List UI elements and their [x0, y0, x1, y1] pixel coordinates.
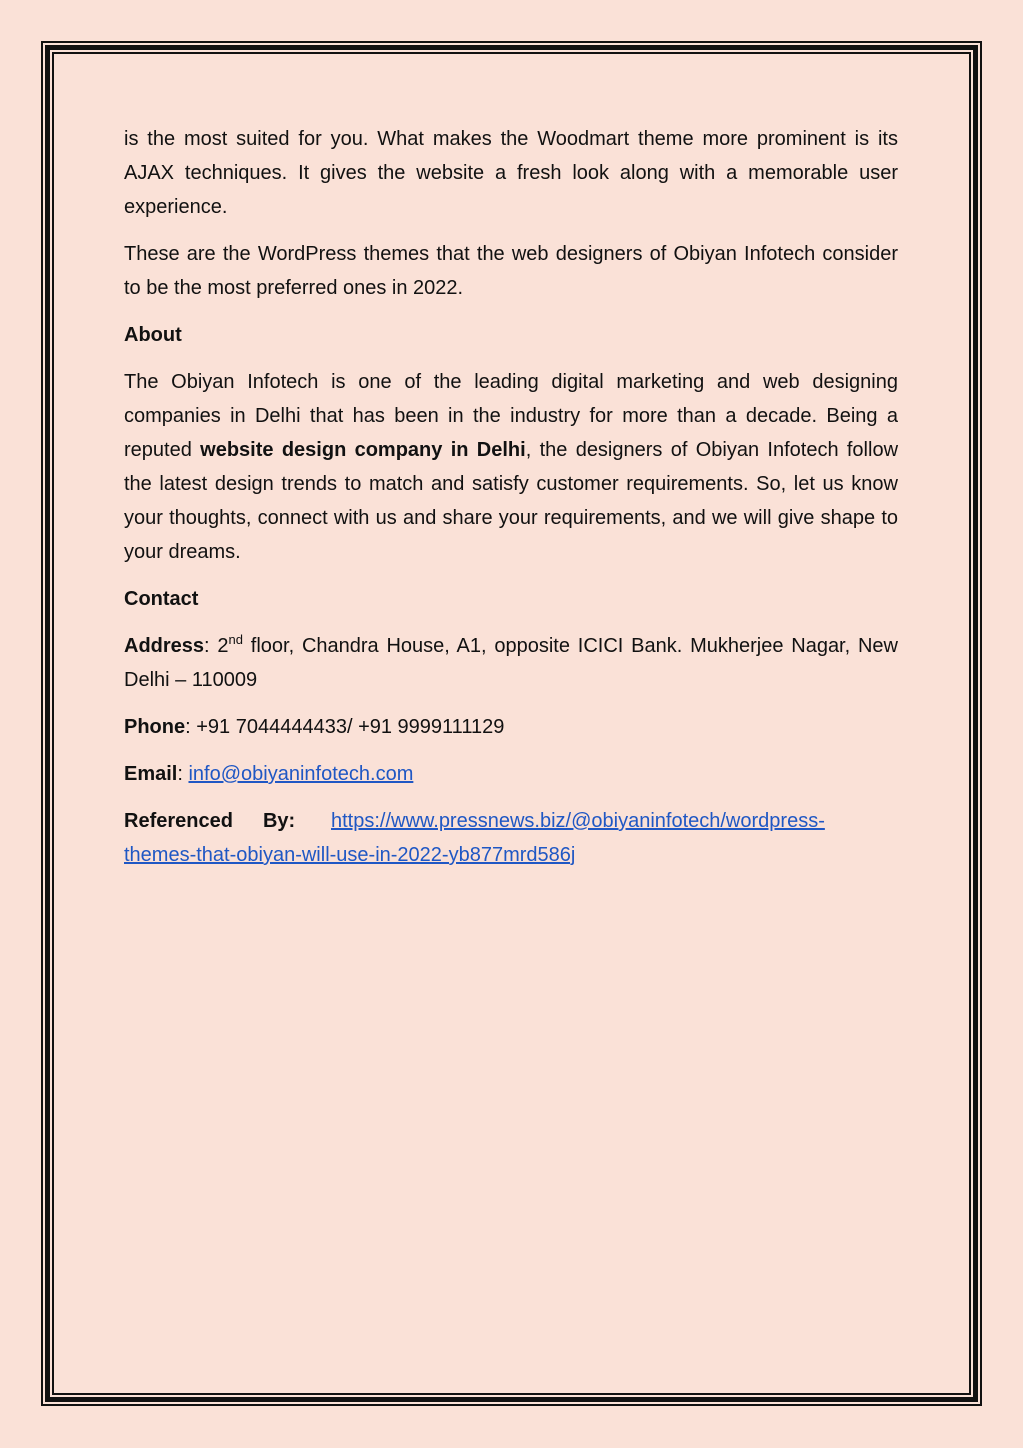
address-sep: : — [204, 635, 218, 657]
about-text-end: , the designers of Obiyan Infotech follow the latest design trends to match and satisfy customer requirements. So, let us know your thoughts, connect with us and share your requirements, and we will give shape to your dreams. — [124, 439, 899, 563]
email-label: Email — [124, 763, 178, 785]
address-label: Address — [124, 635, 205, 657]
email-line — [124, 757, 898, 791]
address-value: floor, Chandra House, A1, opposite ICICI Bank. Mukherjee Nagar, New Delhi – 110009 — [124, 635, 898, 691]
referenced-by-label — [124, 804, 331, 838]
email-sep: : — [177, 763, 189, 785]
intro-paragraph: is the most suited for you. What makes the Woodmart theme more prominent is its AJAX techniques. It gives the website a fresh look along with a memorable user experience. — [124, 128, 898, 218]
phone-label: Phone — [124, 716, 186, 738]
about-heading: About — [124, 324, 182, 346]
document-body — [124, 122, 898, 885]
referenced-label-word2: By: — [262, 810, 296, 832]
about-bold-keyword: website design company in Delhi — [200, 439, 526, 461]
themes-summary-paragraph: These are the WordPress themes that the web designers of Obiyan Infotech consider to be the most preferred ones in 2022. — [124, 243, 898, 299]
address-floor-suffix: nd — [228, 632, 243, 647]
referenced-link-part1: https://www.pressnews.biz/@obiyaninfotech/wordpress- — [331, 810, 825, 832]
about-paragraph — [124, 365, 898, 569]
referenced-link-part2: themes-that-obiyan-will-use-in-2022-yb877mrd586j — [124, 844, 576, 866]
about-text-start: The Obiyan Infotech is one of the leading digital marketing and web designing companies in Delhi that has been in the industry for more than a decade. Being a reputed — [124, 371, 898, 461]
address-floor-number: 2 — [217, 635, 229, 657]
referenced-label-word1: Referenced — [124, 810, 233, 832]
phone-line — [124, 710, 898, 744]
contact-heading: Contact — [124, 588, 199, 610]
address-line — [124, 629, 898, 697]
phone-value: : +91 7044444433/ +91 9999111129 — [185, 716, 505, 738]
email-link[interactable]: info@obiyaninfotech.com — [188, 763, 414, 785]
referenced-by-line — [124, 804, 898, 872]
